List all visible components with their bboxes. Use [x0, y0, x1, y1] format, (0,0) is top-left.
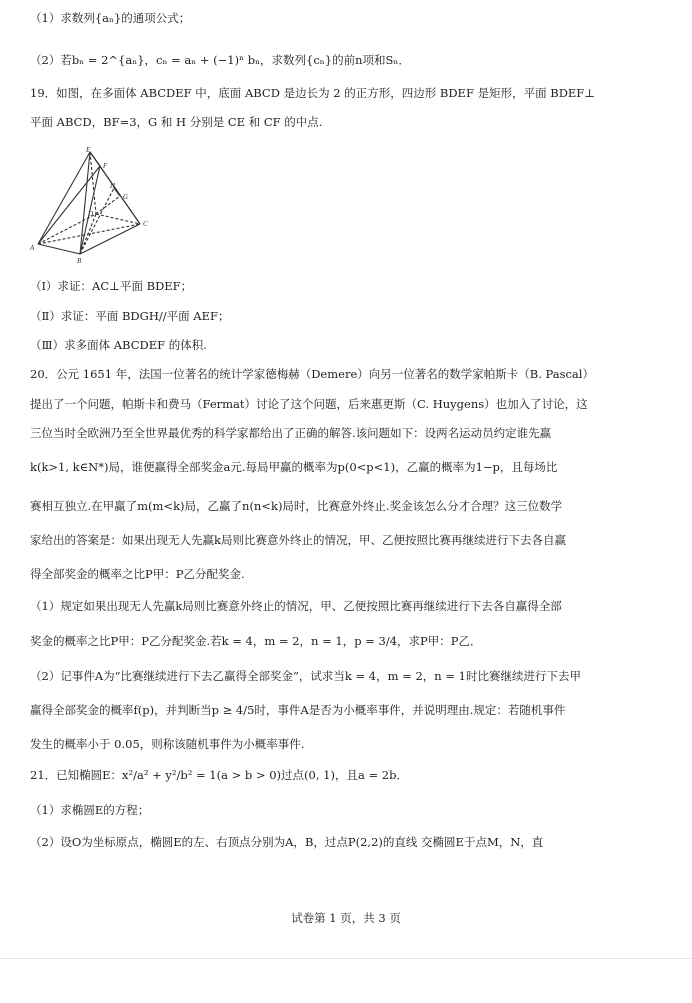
label-a: A [30, 244, 35, 252]
label-d: D [88, 210, 94, 218]
text-line: （Ⅰ）求证：AC⊥平面 BDEF； [30, 279, 193, 293]
text-line: 19．如图，在多面体 ABCDEF 中，底面 ABCD 是边长为 2 的正方形，四边形 BDEF 是矩形，平面 BDEF⊥ [30, 86, 596, 100]
text-line: 赢得全部奖金的概率f(p)，并判断当p ≥ 4/5时，事件A是否为小概率事件，并说明理由.规定：若随机事件 [30, 703, 566, 717]
polyhedron-figure [28, 146, 163, 264]
text-line: 家给出的答案是：如果出现无人先赢k局则比赛意外终止的情况，甲、乙便按照比赛再继续进行下去各自赢 [30, 533, 566, 547]
label-g: G [123, 193, 129, 201]
text-line: 平面 ABCD，BF=3，G 和 H 分别是 CE 和 CF 的中点. [30, 115, 323, 129]
text-line: 提出了一个问题，帕斯卡和费马（Fermat）讨论了这个问题，后来惠更斯（C. Huygens）也加入了讨论，这 [30, 397, 588, 411]
label-h: H [110, 182, 116, 190]
text-line: 三位当时全欧洲乃至全世界最优秀的科学家都给出了正确的解答.该问题如下：设两名运动员约定谁先赢 [30, 426, 552, 440]
text-line: （1）求数列{aₙ}的通项公式； [30, 11, 191, 25]
text-line: （1）求椭圆E的方程； [30, 803, 150, 817]
divider [0, 958, 692, 959]
label-f: F [103, 162, 108, 170]
text-line: （2）若bₙ = 2^{aₙ}，cₙ = aₙ + (−1)ⁿ bₙ，求数列{cₙ}的前n项和Sₙ． [30, 53, 410, 67]
text-line: （2）设O为坐标原点，椭圆E的左、右顶点分别为A，B，过点P(2,2)的直线 交椭圆E于点M，N，直 [30, 835, 544, 849]
text-line: 发生的概率小于 0.05，则称该随机事件为小概率事件. [30, 737, 305, 751]
text-line: （Ⅱ）求证：平面 BDGH//平面 AEF； [30, 309, 230, 323]
text-line: 20．公元 1651 年，法国一位著名的统计学家德梅赫（Demere）向另一位著名的数学家帕斯卡（B. Pascal） [30, 367, 594, 381]
text-line: （Ⅲ）求多面体 ABCDEF 的体积. [30, 338, 207, 352]
label-b: B [77, 257, 82, 264]
text-line: 21．已知椭圆E：x²/a² + y²/b² = 1(a > b > 0)过点(0, 1)，且a = 2b． [30, 768, 408, 782]
text-line: （2）记事件A为“比赛继续进行下去乙赢得全部奖金”，试求当k = 4，m = 2，n = 1时比赛继续进行下去甲 [30, 669, 581, 683]
text-line: 奖金的概率之比P甲：P乙分配奖金.若k = 4，m = 2，n = 1，p = 3/4，求P甲：P乙． [30, 634, 482, 648]
text-line: 赛相互独立.在甲赢了m(m<k)局，乙赢了n(n<k)局时，比赛意外终止.奖金该怎么分才合理？这三位数学 [30, 499, 563, 513]
label-e: E [86, 146, 91, 154]
text-line: 得全部奖金的概率之比P甲：P乙分配奖金. [30, 567, 245, 581]
page-footer: 试卷第 1 页，共 3 页 [291, 911, 401, 925]
text-line: （1）规定如果出现无人先赢k局则比赛意外终止的情况，甲、乙便按照比赛再继续进行下去各自赢得全部 [30, 599, 562, 613]
text-line: k(k>1, k∈N*)局，谁便赢得全部奖金a元.每局甲赢的概率为p(0<p<1)，乙赢的概率为1−p，且每场比 [30, 460, 558, 474]
label-c: C [143, 220, 148, 228]
